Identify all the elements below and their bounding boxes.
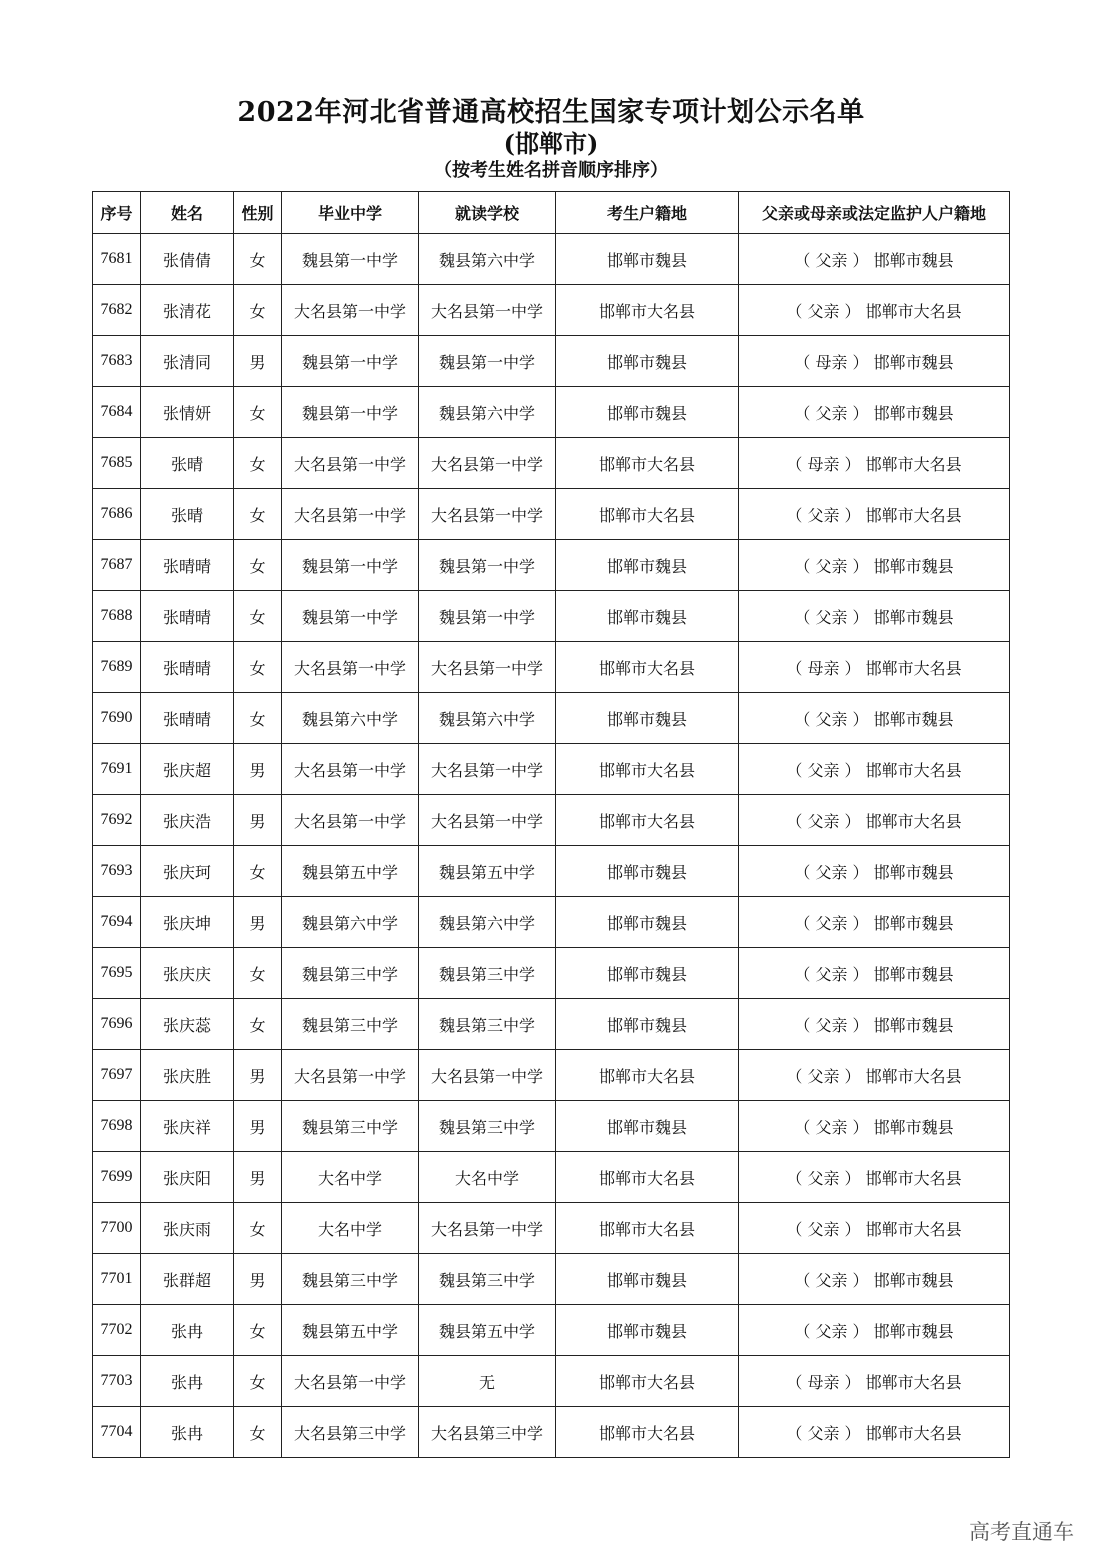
cell-guardian-household: （ 母亲 ） 邯郸市大名县	[739, 438, 1010, 489]
col-header-graduated-school: 毕业中学	[282, 192, 419, 234]
table-row	[93, 693, 1010, 744]
table-row	[93, 744, 1010, 795]
table-row	[93, 285, 1010, 336]
cell-name: 张冉	[141, 1305, 234, 1356]
cell-seq: 7684	[93, 387, 141, 438]
cell-gender: 女	[234, 489, 282, 540]
page-title: 2022年河北省普通高校招生国家专项计划公示名单	[237, 97, 865, 128]
cell-gender: 女	[234, 1203, 282, 1254]
cell-name: 张群超	[141, 1254, 234, 1305]
cell-guardian-household: （ 父亲 ） 邯郸市魏县	[739, 1254, 1010, 1305]
cell-graduated-school: 大名县第一中学	[282, 285, 419, 336]
cell-name: 张庆阳	[141, 1152, 234, 1203]
cell-graduated-school: 魏县第一中学	[282, 387, 419, 438]
cell-gender: 女	[234, 285, 282, 336]
cell-gender: 女	[234, 591, 282, 642]
cell-seq: 7689	[93, 642, 141, 693]
table-row	[93, 1356, 1010, 1407]
cell-guardian-household: （ 母亲 ） 邯郸市大名县	[739, 1356, 1010, 1407]
cell-household: 邯郸市魏县	[556, 693, 739, 744]
cell-current-school: 大名县第一中学	[419, 642, 556, 693]
cell-household: 邯郸市魏县	[556, 948, 739, 999]
cell-gender: 男	[234, 795, 282, 846]
cell-name: 张清花	[141, 285, 234, 336]
cell-current-school: 大名中学	[419, 1152, 556, 1203]
cell-name: 张庆浩	[141, 795, 234, 846]
cell-gender: 女	[234, 540, 282, 591]
cell-gender: 女	[234, 693, 282, 744]
cell-current-school: 大名县第一中学	[419, 1203, 556, 1254]
cell-guardian-household: （ 父亲 ） 邯郸市大名县	[739, 744, 1010, 795]
cell-current-school: 魏县第五中学	[419, 846, 556, 897]
cell-household: 邯郸市大名县	[556, 642, 739, 693]
cell-current-school: 大名县第一中学	[419, 285, 556, 336]
cell-graduated-school: 魏县第六中学	[282, 897, 419, 948]
col-header-household: 考生户籍地	[556, 192, 739, 234]
table-row	[93, 999, 1010, 1050]
table-row	[93, 234, 1010, 285]
cell-current-school: 魏县第三中学	[419, 1101, 556, 1152]
cell-current-school: 魏县第六中学	[419, 693, 556, 744]
cell-gender: 女	[234, 1407, 282, 1458]
cell-current-school: 大名县第一中学	[419, 489, 556, 540]
cell-seq: 7692	[93, 795, 141, 846]
cell-current-school: 魏县第六中学	[419, 387, 556, 438]
cell-seq: 7683	[93, 336, 141, 387]
cell-gender: 女	[234, 999, 282, 1050]
cell-seq: 7682	[93, 285, 141, 336]
cell-name: 张庆坤	[141, 897, 234, 948]
cell-gender: 女	[234, 1305, 282, 1356]
table-row	[93, 1050, 1010, 1101]
cell-gender: 男	[234, 1152, 282, 1203]
cell-household: 邯郸市大名县	[556, 1407, 739, 1458]
cell-gender: 男	[234, 1254, 282, 1305]
cell-graduated-school: 魏县第一中学	[282, 336, 419, 387]
cell-graduated-school: 大名县第三中学	[282, 1407, 419, 1458]
header-row	[93, 192, 1010, 234]
cell-household: 邯郸市魏县	[556, 591, 739, 642]
cell-gender: 女	[234, 948, 282, 999]
cell-guardian-household: （ 父亲 ） 邯郸市魏县	[739, 897, 1010, 948]
cell-household: 邯郸市魏县	[556, 897, 739, 948]
table-row	[93, 642, 1010, 693]
cell-name: 张冉	[141, 1407, 234, 1458]
cell-graduated-school: 魏县第三中学	[282, 1254, 419, 1305]
col-header-current-school: 就读学校	[419, 192, 556, 234]
sort-note: （按考生姓名拼音顺序排序）	[434, 160, 668, 181]
cell-current-school: 大名县第一中学	[419, 1050, 556, 1101]
cell-guardian-household: （ 父亲 ） 邯郸市大名县	[739, 1407, 1010, 1458]
cell-name: 张庆珂	[141, 846, 234, 897]
table-row	[93, 540, 1010, 591]
cell-seq: 7687	[93, 540, 141, 591]
cell-gender: 女	[234, 387, 282, 438]
cell-current-school: 大名县第一中学	[419, 438, 556, 489]
col-header-name: 姓名	[141, 192, 234, 234]
cell-name: 张晴	[141, 438, 234, 489]
table-row	[93, 1101, 1010, 1152]
cell-graduated-school: 大名县第一中学	[282, 795, 419, 846]
cell-seq: 7696	[93, 999, 141, 1050]
table-row	[93, 897, 1010, 948]
cell-name: 张清同	[141, 336, 234, 387]
cell-gender: 男	[234, 1050, 282, 1101]
cell-guardian-household: （ 父亲 ） 邯郸市魏县	[739, 540, 1010, 591]
cell-seq: 7685	[93, 438, 141, 489]
cell-household: 邯郸市魏县	[556, 1101, 739, 1152]
cell-guardian-household: （ 父亲 ） 邯郸市魏县	[739, 1305, 1010, 1356]
cell-name: 张庆超	[141, 744, 234, 795]
table-row	[93, 795, 1010, 846]
cell-current-school: 魏县第一中学	[419, 591, 556, 642]
table-row	[93, 591, 1010, 642]
cell-gender: 女	[234, 1356, 282, 1407]
cell-guardian-household: （ 父亲 ） 邯郸市大名县	[739, 1050, 1010, 1101]
cell-name: 张倩倩	[141, 234, 234, 285]
cell-name: 张晴晴	[141, 591, 234, 642]
table-row	[93, 1305, 1010, 1356]
cell-guardian-household: （ 父亲 ） 邯郸市魏县	[739, 693, 1010, 744]
cell-seq: 7702	[93, 1305, 141, 1356]
cell-household: 邯郸市大名县	[556, 285, 739, 336]
cell-gender: 女	[234, 234, 282, 285]
cell-guardian-household: （ 母亲 ） 邯郸市大名县	[739, 642, 1010, 693]
cell-name: 张情妍	[141, 387, 234, 438]
cell-guardian-household: （ 父亲 ） 邯郸市魏县	[739, 234, 1010, 285]
cell-seq: 7688	[93, 591, 141, 642]
table-row	[93, 438, 1010, 489]
cell-guardian-household: （ 父亲 ） 邯郸市魏县	[739, 999, 1010, 1050]
cell-gender: 男	[234, 744, 282, 795]
cell-gender: 男	[234, 336, 282, 387]
cell-gender: 女	[234, 438, 282, 489]
cell-guardian-household: （ 父亲 ） 邯郸市魏县	[739, 948, 1010, 999]
roster-table	[92, 191, 1010, 1458]
col-header-guardian-household: 父亲或母亲或法定监护人户籍地	[739, 192, 1010, 234]
cell-household: 邯郸市魏县	[556, 336, 739, 387]
cell-household: 邯郸市魏县	[556, 387, 739, 438]
cell-name: 张庆庆	[141, 948, 234, 999]
cell-current-school: 魏县第五中学	[419, 1305, 556, 1356]
cell-household: 邯郸市魏县	[556, 1305, 739, 1356]
table-row	[93, 1254, 1010, 1305]
cell-guardian-household: （ 父亲 ） 邯郸市大名县	[739, 1152, 1010, 1203]
cell-name: 张庆胜	[141, 1050, 234, 1101]
cell-seq: 7693	[93, 846, 141, 897]
cell-guardian-household: （ 父亲 ） 邯郸市魏县	[739, 1101, 1010, 1152]
cell-graduated-school: 大名县第一中学	[282, 1050, 419, 1101]
cell-name: 张冉	[141, 1356, 234, 1407]
cell-household: 邯郸市魏县	[556, 540, 739, 591]
cell-seq: 7694	[93, 897, 141, 948]
cell-household: 邯郸市魏县	[556, 999, 739, 1050]
cell-household: 邯郸市魏县	[556, 1254, 739, 1305]
cell-seq: 7699	[93, 1152, 141, 1203]
cell-seq: 7686	[93, 489, 141, 540]
city-subtitle: (邯郸市)	[503, 129, 599, 158]
table-row	[93, 846, 1010, 897]
cell-current-school: 大名县第一中学	[419, 795, 556, 846]
table-row	[93, 1203, 1010, 1254]
cell-household: 邯郸市魏县	[556, 234, 739, 285]
cell-name: 张晴晴	[141, 540, 234, 591]
cell-gender: 女	[234, 846, 282, 897]
cell-current-school: 魏县第三中学	[419, 999, 556, 1050]
cell-graduated-school: 大名县第一中学	[282, 744, 419, 795]
table-row	[93, 387, 1010, 438]
cell-household: 邯郸市大名县	[556, 795, 739, 846]
cell-guardian-household: （ 父亲 ） 邯郸市魏县	[739, 846, 1010, 897]
cell-seq: 7691	[93, 744, 141, 795]
cell-household: 邯郸市大名县	[556, 1050, 739, 1101]
cell-household: 邯郸市大名县	[556, 489, 739, 540]
cell-household: 邯郸市大名县	[556, 438, 739, 489]
cell-seq: 7703	[93, 1356, 141, 1407]
cell-graduated-school: 大名县第一中学	[282, 642, 419, 693]
cell-current-school: 魏县第三中学	[419, 948, 556, 999]
cell-name: 张庆雨	[141, 1203, 234, 1254]
cell-seq: 7695	[93, 948, 141, 999]
cell-graduated-school: 魏县第六中学	[282, 693, 419, 744]
cell-name: 张晴晴	[141, 693, 234, 744]
cell-current-school: 魏县第一中学	[419, 540, 556, 591]
cell-seq: 7704	[93, 1407, 141, 1458]
cell-name: 张庆蕊	[141, 999, 234, 1050]
cell-seq: 7701	[93, 1254, 141, 1305]
cell-guardian-household: （ 父亲 ） 邯郸市魏县	[739, 591, 1010, 642]
cell-guardian-household: （ 母亲 ） 邯郸市魏县	[739, 336, 1010, 387]
table-row	[93, 336, 1010, 387]
cell-household: 邯郸市大名县	[556, 1152, 739, 1203]
cell-guardian-household: （ 父亲 ） 邯郸市大名县	[739, 285, 1010, 336]
cell-graduated-school: 魏县第三中学	[282, 948, 419, 999]
table-row	[93, 1407, 1010, 1458]
cell-current-school: 魏县第一中学	[419, 336, 556, 387]
cell-current-school: 大名县第一中学	[419, 744, 556, 795]
cell-household: 邯郸市魏县	[556, 846, 739, 897]
cell-seq: 7697	[93, 1050, 141, 1101]
cell-seq: 7698	[93, 1101, 141, 1152]
cell-graduated-school: 魏县第五中学	[282, 846, 419, 897]
cell-graduated-school: 大名中学	[282, 1203, 419, 1254]
cell-household: 邯郸市大名县	[556, 744, 739, 795]
cell-current-school: 大名县第三中学	[419, 1407, 556, 1458]
cell-graduated-school: 魏县第三中学	[282, 1101, 419, 1152]
cell-graduated-school: 大名县第一中学	[282, 489, 419, 540]
table-row	[93, 1152, 1010, 1203]
cell-guardian-household: （ 父亲 ） 邯郸市大名县	[739, 489, 1010, 540]
table-row	[93, 489, 1010, 540]
cell-current-school: 魏县第六中学	[419, 897, 556, 948]
cell-household: 邯郸市大名县	[556, 1203, 739, 1254]
cell-current-school: 魏县第三中学	[419, 1254, 556, 1305]
cell-gender: 男	[234, 1101, 282, 1152]
cell-guardian-household: （ 父亲 ） 邯郸市大名县	[739, 1203, 1010, 1254]
cell-graduated-school: 魏县第一中学	[282, 591, 419, 642]
cell-household: 邯郸市大名县	[556, 1356, 739, 1407]
cell-graduated-school: 大名县第一中学	[282, 438, 419, 489]
cell-guardian-household: （ 父亲 ） 邯郸市魏县	[739, 387, 1010, 438]
table-row	[93, 948, 1010, 999]
cell-graduated-school: 大名县第一中学	[282, 1356, 419, 1407]
cell-current-school: 无	[419, 1356, 556, 1407]
cell-guardian-household: （ 父亲 ） 邯郸市大名县	[739, 795, 1010, 846]
cell-gender: 女	[234, 642, 282, 693]
cell-name: 张晴晴	[141, 642, 234, 693]
cell-graduated-school: 魏县第三中学	[282, 999, 419, 1050]
cell-seq: 7700	[93, 1203, 141, 1254]
cell-seq: 7681	[93, 234, 141, 285]
cell-graduated-school: 大名中学	[282, 1152, 419, 1203]
cell-current-school: 魏县第六中学	[419, 234, 556, 285]
cell-gender: 男	[234, 897, 282, 948]
cell-graduated-school: 魏县第五中学	[282, 1305, 419, 1356]
cell-graduated-school: 魏县第一中学	[282, 234, 419, 285]
cell-graduated-school: 魏县第一中学	[282, 540, 419, 591]
cell-seq: 7690	[93, 693, 141, 744]
cell-name: 张庆祥	[141, 1101, 234, 1152]
col-header-seq: 序号	[93, 192, 141, 234]
cell-name: 张晴	[141, 489, 234, 540]
watermark: 高考直通车	[969, 1520, 1074, 1544]
col-header-gender: 性别	[234, 192, 282, 234]
